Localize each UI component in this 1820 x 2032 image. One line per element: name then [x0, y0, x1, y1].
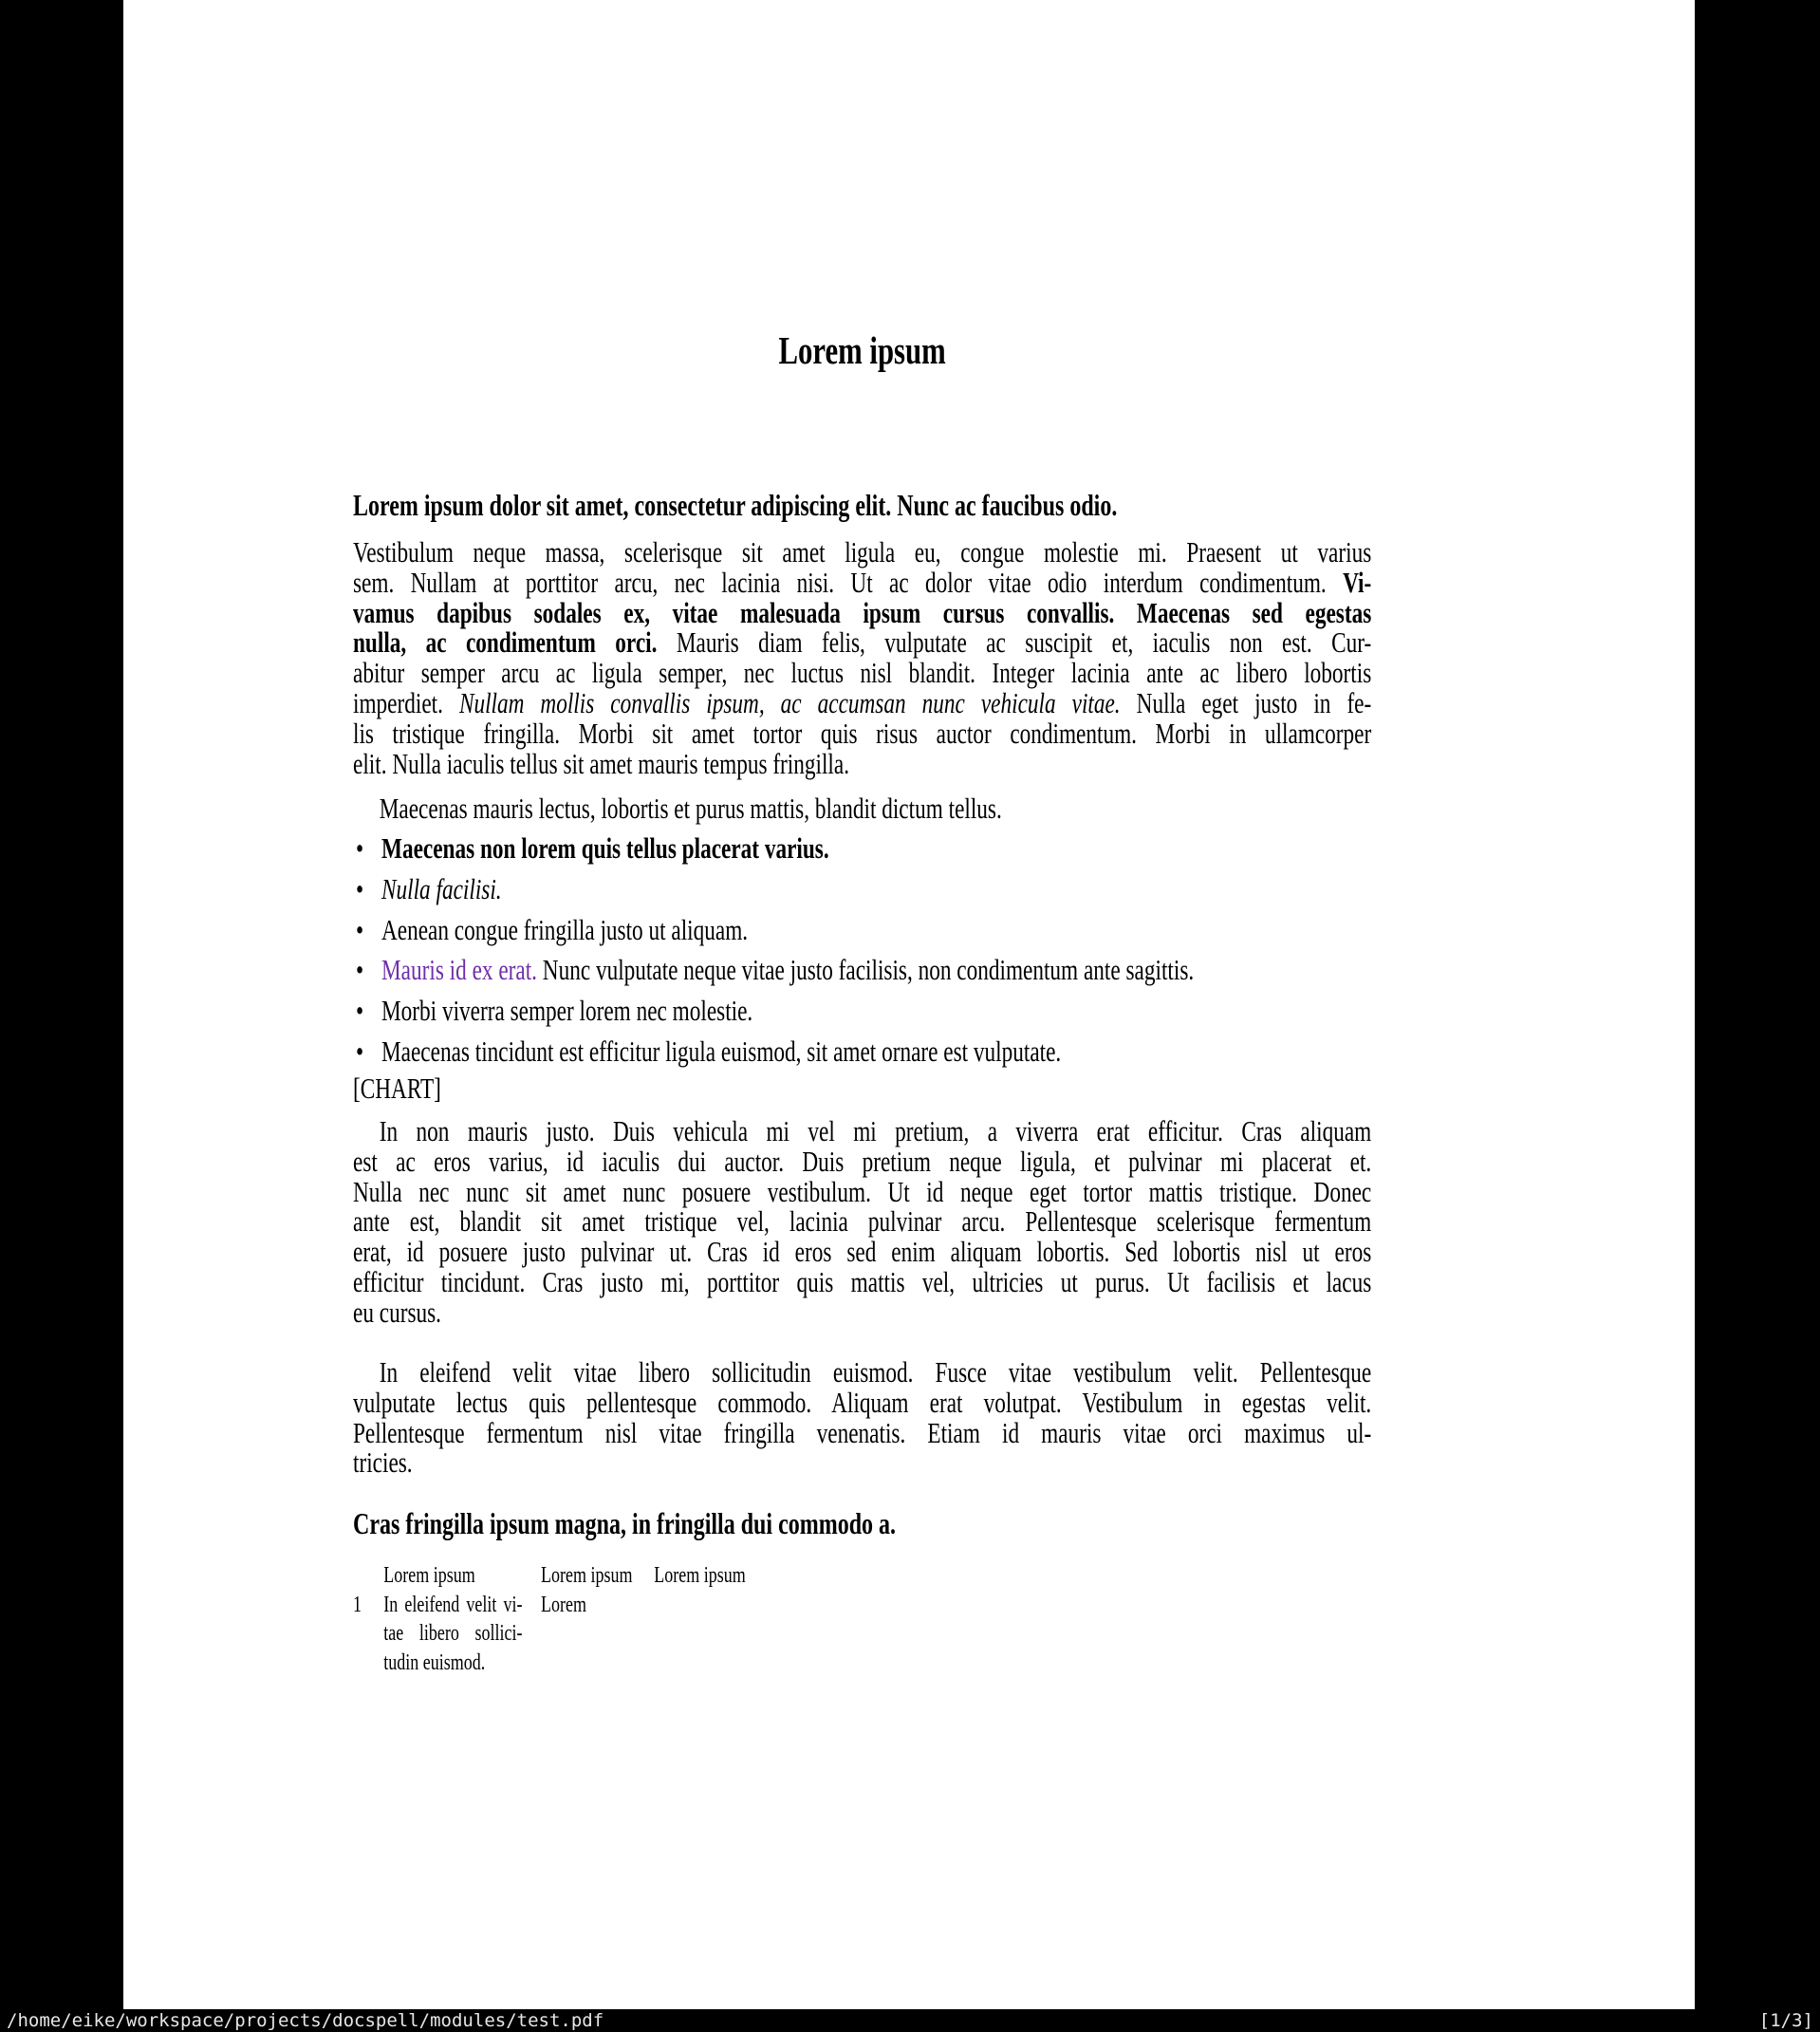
- text-run: Morbi viverra semper lorem nec molestie.: [381, 994, 753, 1028]
- bullet-list: [353, 833, 1371, 1077]
- text-run: Nunc vulputate neque vitae justo facilisis, non condimentum ante sagittis.: [536, 953, 1195, 987]
- table-cell-col2: Lorem: [541, 1592, 586, 1617]
- text-line: [383, 1649, 522, 1678]
- text-run: lis tristique fringilla. Morbi sit amet tortor quis risus auctor condimentum. Morbi in ullamcorper: [353, 716, 1372, 750]
- text-run: tricies.: [353, 1445, 413, 1480]
- text-line: [381, 833, 1371, 864]
- status-bar: [0, 2009, 1820, 2032]
- text-run: ante est, blandit sit amet tristique vel, lacinia pulvinar arcu. Pellentesque scelerisque fermentum: [353, 1204, 1372, 1239]
- text-line: [353, 685, 1372, 719]
- text-line: [353, 746, 1371, 780]
- table: [353, 1561, 1371, 1689]
- section-heading-2: Cras fringilla ipsum magna, in fringilla dui commodo a.: [353, 1506, 897, 1540]
- paragraph-3: [353, 1357, 1371, 1478]
- text-line: [353, 1264, 1372, 1298]
- text-run: imperdiet.: [353, 685, 459, 719]
- file-path: /home/eike/workspace/projects/docspell/modules/test.pdf: [7, 2010, 604, 2031]
- document-page[interactable]: [123, 0, 1695, 2009]
- text-run: est ac eros varius, id iaculis dui auctor. Duis pretium neque ligula, et pulvinar mi placerat et.: [353, 1144, 1372, 1178]
- text-run: In eleifend velit vitae libero sollicitudin euismod. Fusce vitae vestibulum velit. Pellentesque: [379, 1355, 1372, 1389]
- text-line: [353, 627, 1371, 658]
- table-header-col3: Lorem ipsum: [654, 1563, 746, 1588]
- document-title: Lorem ipsum: [778, 328, 946, 372]
- text-run: Aenean congue fringilla justo ut aliquam.: [381, 912, 749, 946]
- hyperlink[interactable]: Mauris id ex erat.: [381, 953, 537, 987]
- text-run: Vi-: [1343, 565, 1372, 599]
- text-line: [383, 1591, 522, 1620]
- text-run: abitur semper arcu ac ligula semper, nec luctus nisl blandit. Integer lacinia ante ac libero lobortis: [353, 656, 1372, 690]
- text-run: Vestibulum neque massa, scelerisque sit amet ligula eu, congue molestie mi. Praesent ut varius: [353, 535, 1372, 569]
- text-line: [353, 595, 1372, 629]
- text-line: [353, 1415, 1372, 1449]
- text-line: [353, 1385, 1372, 1419]
- page-indicator: [1/3]: [1758, 2010, 1813, 2031]
- table-header-col1: Lorem ipsum: [383, 1563, 475, 1588]
- list-item: [353, 871, 1371, 905]
- text-line: [353, 1174, 1372, 1208]
- text-line: [353, 1447, 1371, 1478]
- section-heading-1: Lorem ipsum dolor sit amet, consectetur adipiscing elit. Nunc ac faucibus odio.: [353, 488, 1118, 522]
- text-run: elit. Nulla iaculis tellus sit amet mauris tempus fringilla.: [353, 746, 850, 780]
- text-run: tae libero sollici-: [383, 1621, 523, 1646]
- bullet-icon: •: [356, 912, 364, 946]
- table-cell-col1: [383, 1591, 522, 1678]
- bullet-icon: •: [356, 994, 364, 1028]
- text-line: [383, 1619, 522, 1649]
- text-line: [353, 1206, 1371, 1237]
- text-line: [353, 1357, 1371, 1388]
- text-line: [353, 658, 1371, 688]
- text-run: vulputate lectus quis pellentesque commodo. Aliquam erat volutpat. Vestibulum in egestas velit.: [353, 1385, 1372, 1419]
- text-run: eu cursus.: [353, 1295, 441, 1329]
- list-item: [353, 833, 1371, 864]
- text-line: [353, 1237, 1371, 1267]
- text-line: [353, 793, 1371, 824]
- text-run: erat, id posuere justo pulvinar ut. Cras id eros sed enim aliquam lobortis. Sed lobortis nisl ut eros: [353, 1235, 1372, 1269]
- table-row-number: 1: [353, 1592, 362, 1617]
- bullet-icon: •: [356, 831, 364, 865]
- bullet-icon: •: [356, 1034, 364, 1068]
- list-item: [353, 912, 1371, 946]
- text-run: Mauris diam felis, vulputate ac suscipit et, iaculis non est. Cur-: [657, 625, 1372, 660]
- text-line: [381, 1036, 1371, 1067]
- text-run: Nulla facilisi.: [381, 871, 502, 905]
- paragraph-1: [353, 537, 1371, 778]
- text-run: Maecenas mauris lectus, lobortis et purus mattis, blandit dictum tellus.: [379, 792, 1002, 825]
- text-line: [381, 871, 1371, 905]
- text-run: In non mauris justo. Duis vehicula mi vel mi pretium, a viverra erat efficitur. Cras aliquam: [379, 1114, 1372, 1147]
- text-line: [353, 537, 1371, 568]
- bullet-icon: •: [356, 871, 364, 905]
- text-line: [353, 1146, 1371, 1177]
- text-line: [353, 718, 1371, 749]
- text-run: efficitur tincidunt. Cras justo mi, porttitor quis mattis vel, ultricies ut purus. Ut facilisis et lacus: [353, 1264, 1372, 1298]
- paragraph-2: [353, 1116, 1371, 1328]
- table-header-col2: Lorem ipsum: [541, 1563, 633, 1588]
- text-run: Nulla eget justo in fe-: [1120, 685, 1372, 719]
- text-run: Nulla nec nunc sit amet nunc posuere vestibulum. Ut id neque eget tortor mattis tristique. Donec: [353, 1174, 1372, 1208]
- paragraph-indented: [353, 793, 1371, 824]
- text-run: Maecenas non lorem quis tellus placerat varius.: [381, 831, 829, 865]
- list-item: [353, 996, 1371, 1026]
- text-run: nulla, ac condimentum orci.: [353, 625, 658, 660]
- text-line: [353, 1116, 1371, 1146]
- text-run: tudin euismod.: [383, 1650, 486, 1675]
- text-run: Maecenas tincidunt est efficitur ligula euismod, sit amet ornare est vulputate.: [381, 1034, 1062, 1068]
- list-item: [353, 1036, 1371, 1067]
- text-run: In eleifend velit vi-: [383, 1592, 523, 1617]
- text-run: Pellentesque fermentum nisl vitae fringilla venenatis. Etiam id mauris vitae orci maximus ul-: [353, 1415, 1372, 1449]
- text-line: [381, 996, 1371, 1026]
- text-run: vamus dapibus sodales ex, vitae malesuada ipsum cursus convallis. Maecenas sed egestas: [353, 595, 1372, 629]
- text-line: [353, 565, 1372, 599]
- text-line: [353, 1297, 1371, 1328]
- chart-placeholder: [CHART]: [353, 1072, 441, 1105]
- list-item: [353, 955, 1371, 985]
- text-line: [381, 955, 1371, 985]
- text-run: sem. Nullam at porttitor arcu, nec lacinia nisi. Ut ac dolor vitae odio interdum condimentum.: [353, 565, 1344, 599]
- text-line: [381, 912, 1371, 946]
- text-run: Nullam mollis convallis ipsum, ac accumsan nunc vehicula vitae.: [458, 685, 1121, 719]
- bullet-icon: •: [356, 953, 364, 987]
